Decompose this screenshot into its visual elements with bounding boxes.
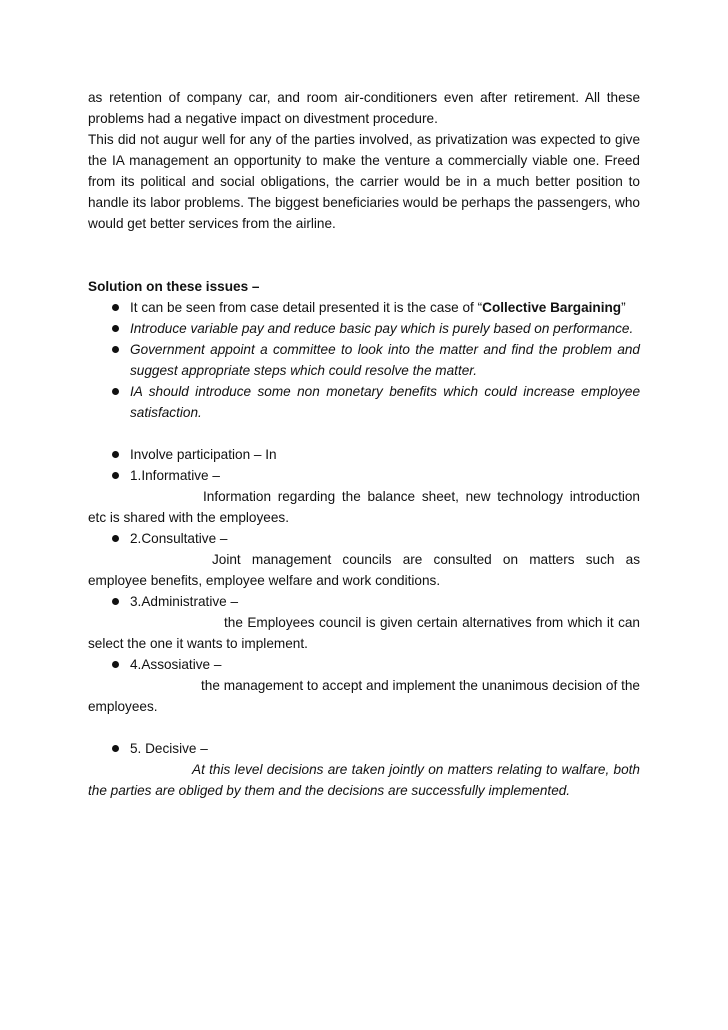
participation-associative xyxy=(88,654,640,675)
solution-item-4-text: IA should introduce some non monetary benefits which could increase employee satisfaction. xyxy=(130,384,640,420)
decisive-text xyxy=(88,759,640,801)
decisive-text-content: At this level decisions are taken jointly on matters relating to walfare, both the parties are obliged by them and the decisions are successfully implemented. xyxy=(88,762,640,798)
bullet-icon xyxy=(112,388,119,395)
participation-informative xyxy=(88,465,640,486)
participation-list-3 xyxy=(88,591,640,612)
participation-administrative xyxy=(88,591,640,612)
participation-list-4 xyxy=(88,654,640,675)
participation-lead-text: Involve participation – In xyxy=(130,447,277,462)
solution-item-3 xyxy=(88,339,640,381)
solution-item-1 xyxy=(88,297,640,318)
solution-item-2-text: Introduce variable pay and reduce basic pay which is purely based on performance. xyxy=(130,321,634,336)
participation-list xyxy=(88,444,640,486)
associative-text-content: the management to accept and implement the unanimous decision of the employees. xyxy=(88,678,640,714)
document-body xyxy=(88,87,640,801)
intro-paragraph-1: as retention of company car, and room air-conditioners even after retirement. All these problems had a negative impact on divestment procedure. xyxy=(88,90,640,126)
bullet-icon xyxy=(112,535,119,542)
solution-list xyxy=(88,297,640,423)
consultative-label: 2.Consultative – xyxy=(130,531,228,546)
solution-item-1-post: ” xyxy=(621,300,626,315)
participation-consultative xyxy=(88,528,640,549)
consultative-text xyxy=(88,549,640,591)
participation-list-5 xyxy=(88,738,640,759)
bullet-icon xyxy=(112,451,119,458)
administrative-text-content: the Employees council is given certain alternatives from which it can select the one it wants to implement. xyxy=(88,615,640,651)
bullet-icon xyxy=(112,598,119,605)
participation-lead xyxy=(88,444,640,465)
administrative-text xyxy=(88,612,640,654)
bullet-icon xyxy=(112,304,119,311)
consultative-text-content: Joint management councils are consulted on matters such as employee benefits, employee welfare and work conditions. xyxy=(88,552,640,588)
solution-item-1-bold: Collective Bargaining xyxy=(482,300,622,315)
solution-heading: Solution on these issues – xyxy=(88,279,260,294)
associative-text xyxy=(88,675,640,717)
informative-text xyxy=(88,486,640,528)
participation-list-2 xyxy=(88,528,640,549)
bullet-icon xyxy=(112,661,119,668)
solution-item-4 xyxy=(88,381,640,423)
administrative-label: 3.Administrative – xyxy=(130,594,239,609)
solution-item-3-text: Government appoint a committee to look into the matter and find the problem and suggest appropriate steps which could resolve the matter. xyxy=(130,342,640,378)
informative-text-content: Information regarding the balance sheet, new technology introduction etc is shared with the employees. xyxy=(88,489,640,525)
bullet-icon xyxy=(112,745,119,752)
bullet-icon xyxy=(112,325,119,332)
participation-decisive xyxy=(88,738,640,759)
bullet-icon xyxy=(112,472,119,479)
decisive-label: 5. Decisive – xyxy=(130,741,208,756)
associative-label: 4.Assosiative – xyxy=(130,657,222,672)
solution-item-2 xyxy=(88,318,640,339)
intro-paragraph-2: This did not augur well for any of the parties involved, as privatization was expected to give the IA management an opportunity to make the venture a commercially viable one. Freed from its political and social obligations, the carrier would be in a much better position to handle its labor problems. The biggest beneficiaries would be perhaps the passengers, who would get better services from the airline. xyxy=(88,132,640,231)
solution-item-1-pre: It can be seen from case detail presented it is the case of “ xyxy=(130,300,483,315)
bullet-icon xyxy=(112,346,119,353)
informative-label: 1.Informative – xyxy=(130,468,220,483)
